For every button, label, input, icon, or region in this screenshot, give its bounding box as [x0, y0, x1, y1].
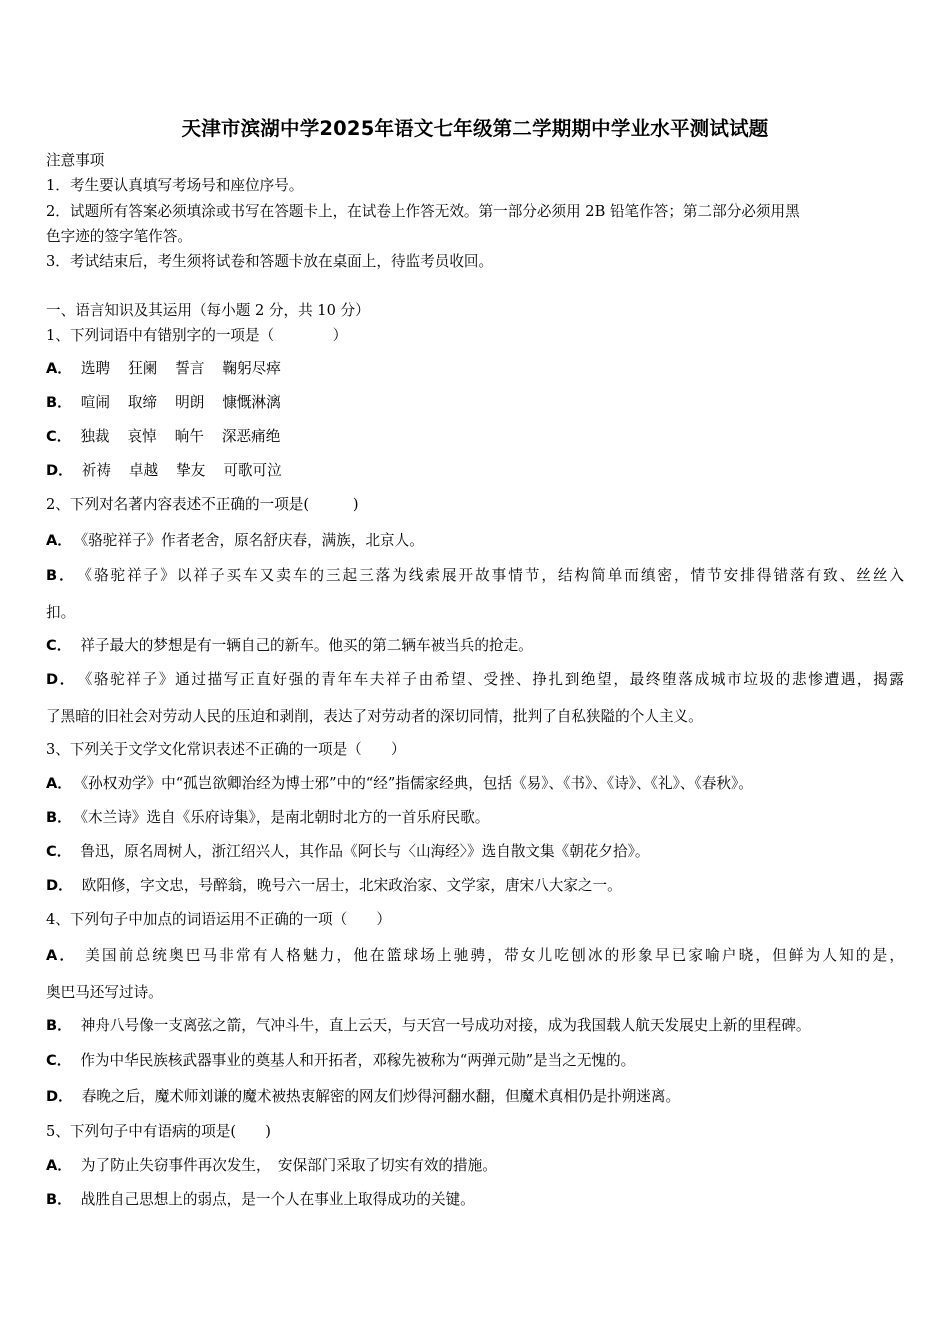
- question-2-option-d[interactable]: D． 《骆驼祥子》通过描写正直好强的青年车夫祥子由希望、受挫、挣扎到绝望，最终堕落成城市垃圾的悲惨遭遇，揭露: [46, 671, 904, 688]
- question-4-option-d[interactable]: D． 春晚之后，魔术师刘谦的魔术被热衷解密的网友们炒得河翻水翻，但魔术真相仍是扑朔迷离。: [46, 1088, 681, 1105]
- question-4-option-a-cont: 奥巴马还写过诗。: [46, 984, 163, 1001]
- notice-item-2-cont: 色字迹的签字笔作答。: [46, 228, 192, 245]
- question-4-option-a[interactable]: A． 美国前总统奥巴马非常有人格魅力，他在篮球场上驰骋，带女儿吃刨冰的形象早已家喻户晓，但鲜为人知的是，: [46, 947, 904, 964]
- question-3-option-c[interactable]: C． 鲁迅，原名周树人，浙江绍兴人，其作品《阿长与〈山海经〉》选自散文集《朝花夕拾》。: [46, 843, 650, 860]
- question-2-option-b[interactable]: B． 《骆驼祥子》以祥子买车又卖车的三起三落为线索展开故事情节，结构简单而缜密，情节安排得错落有致、丝丝入: [46, 567, 904, 584]
- notice-item-3: 3．考试结束后，考生须将试卷和答题卡放在桌面上，待监考员收回。: [46, 253, 494, 270]
- question-5-option-b[interactable]: B． 战胜自己思想上的弱点，是一个人在事业上取得成功的关键。: [46, 1191, 475, 1208]
- section-heading: 一、语言知识及其运用（每小题 2 分，共 10 分）: [46, 302, 370, 319]
- question-4-option-b[interactable]: B． 神舟八号像一支离弦之箭，气冲斗牛，直上云天，与天宫一号成功对接，成为我国载人航天发展史上新的里程碑。: [46, 1017, 811, 1034]
- question-5-stem: 5、下列句子中有语病的项是( ): [46, 1123, 271, 1140]
- notice-item-1: 1．考生要认真填写考场号和座位序号。: [46, 177, 304, 194]
- question-3-option-d[interactable]: D． 欧阳修，字文忠，号醉翁，晚号六一居士，北宋政治家、文学家，唐宋八大家之一。: [46, 877, 622, 894]
- notice-heading: 注意事项: [46, 152, 105, 169]
- question-1-stem: 1、下列词语中有错别字的一项是（ ）: [46, 327, 348, 344]
- question-3-stem: 3、下列关于文学文化常识表述不正确的一项是（ ）: [46, 741, 406, 758]
- question-4-option-c[interactable]: C． 作为中华民族核武器事业的奠基人和开拓者，邓稼先被称为“两弹元勋”是当之无愧的。: [46, 1052, 636, 1069]
- question-1-option-b[interactable]: B． 喧闹 取缔 明朗 慷慨淋漓: [46, 394, 281, 411]
- question-2-stem: 2、下列对名著内容表述不正确的一项是( ): [46, 496, 359, 513]
- question-2-option-a[interactable]: A． 《骆驼祥子》作者老舍，原名舒庆春，满族，北京人。: [46, 532, 424, 549]
- question-3-option-b[interactable]: B． 《木兰诗》选自《乐府诗集》，是南北朝时北方的一首乐府民歌。: [46, 809, 490, 826]
- question-1-option-a[interactable]: A． 选聘 狂阑 誓言 鞠躬尽瘁: [46, 360, 281, 377]
- question-4-stem: 4、下列句子中加点的词语运用不正确的一项（ ）: [46, 911, 391, 928]
- notice-item-2: 2．试题所有答案必须填涂或书写在答题卡上，在试卷上作答无效。第一部分必须用 2B 铅笔作答；第二部分必须用黑: [46, 203, 800, 220]
- question-2-option-c[interactable]: C． 祥子最大的梦想是有一辆自己的新车。他买的第二辆车被当兵的抢走。: [46, 637, 533, 654]
- question-3-option-a[interactable]: A． 《孙权劝学》中“孤岂欲卿治经为博士邪”中的“经”指儒家经典，包括《易》、《书》、《诗》、《礼》、《春秋》。: [46, 775, 753, 792]
- page-title: 天津市滨湖中学2025年语文七年级第二学期期中学业水平测试试题: [181, 117, 769, 140]
- question-2-option-b-cont: 扣。: [46, 604, 76, 621]
- question-1-option-c[interactable]: C． 独裁 哀悼 晌午 深恶痛绝: [46, 428, 281, 445]
- question-1-option-d[interactable]: D． 祈祷 卓越 挚友 可歌可泣: [46, 462, 282, 479]
- question-5-option-a[interactable]: A． 为了防止失窃事件再次发生， 安保部门采取了切实有效的措施。: [46, 1157, 497, 1174]
- question-2-option-d-cont: 了黑暗的旧社会对劳动人民的压迫和剥削，表达了对劳动者的深切同情，批判了自私狭隘的个人主义。: [46, 708, 703, 725]
